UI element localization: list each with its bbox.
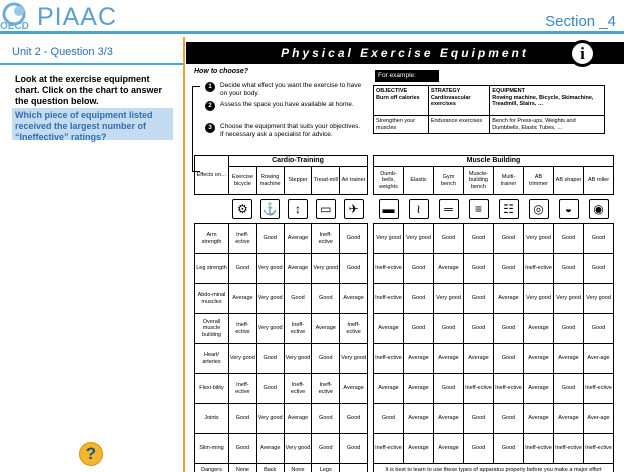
example-header: OBJECTIVE: [376, 88, 408, 94]
icon-cell: [312, 195, 340, 224]
icon-cell: [554, 195, 584, 224]
rating-cell[interactable]: Good: [229, 434, 257, 464]
rating-cell[interactable]: Average: [404, 374, 434, 404]
logo-subtext: OECD: [0, 21, 29, 32]
chart-title: Physical Exercise Equipment: [186, 42, 624, 64]
rating-cell[interactable]: Good: [494, 254, 524, 284]
dumbbell-icon[interactable]: ▬: [379, 199, 399, 219]
rating-cell[interactable]: Very good: [256, 314, 284, 344]
example-value: Rowing machine, Bicycle, Skimachine, Treadmill, Stairs, …: [492, 94, 594, 107]
elastic-icon[interactable]: ≀: [409, 199, 429, 219]
rating-cell[interactable]: Good: [434, 374, 464, 404]
rating-cell[interactable]: Ineff-ective: [229, 224, 257, 254]
icon-cell: [434, 195, 464, 224]
stimulus-panel: [186, 37, 624, 472]
rating-cell[interactable]: Average: [524, 374, 554, 404]
icon-cell: [284, 195, 312, 224]
gym-bench-icon[interactable]: ═: [439, 199, 459, 219]
question-text: Which piece of equipment listed received the largest number of “Ineffective” ratings?: [12, 108, 173, 140]
table-row: [374, 254, 614, 284]
example-label: For example:: [375, 70, 439, 82]
example-header: STRATEGY: [430, 88, 461, 94]
table-row: [195, 284, 368, 314]
example-cell: [490, 86, 605, 116]
rating-cell[interactable]: Good: [464, 434, 494, 464]
rating-cell[interactable]: Aver-age: [584, 344, 614, 374]
rating-cell[interactable]: Good: [340, 254, 368, 284]
table-row: [195, 374, 368, 404]
rating-cell[interactable]: Average: [434, 254, 464, 284]
cardio-table: [194, 155, 368, 472]
icon-cell: [229, 195, 257, 224]
rating-cell[interactable]: Average: [524, 314, 554, 344]
section-title: Section _4: [545, 13, 616, 30]
rating-cell[interactable]: Very good: [256, 254, 284, 284]
muscle-column-header[interactable]: AB shaper: [554, 167, 584, 195]
rating-cell[interactable]: Ineff-ective: [229, 314, 257, 344]
ab-roller-icon[interactable]: ◉: [589, 199, 609, 219]
rating-cell[interactable]: Good: [256, 374, 284, 404]
rating-cell[interactable]: Ineff-ective: [374, 344, 404, 374]
example-value: Bench for Press-ups, Weights and Dumbbells, Elastic Tubes, …: [490, 116, 605, 134]
rowing-machine-icon[interactable]: ⚓: [260, 199, 280, 219]
rating-cell[interactable]: Ineff-ective: [374, 254, 404, 284]
rating-cell[interactable]: Good: [584, 254, 614, 284]
rating-cell[interactable]: Average: [340, 284, 368, 314]
table-row: [374, 224, 614, 254]
effects-on-header: Effects on…: [195, 156, 229, 195]
vertical-divider: [183, 37, 185, 472]
rating-cell[interactable]: Good: [464, 284, 494, 314]
muscle-column-header[interactable]: Dumb-bells, weights: [374, 167, 404, 195]
dangers-row: [195, 464, 368, 472]
rating-cell[interactable]: Very good: [404, 224, 434, 254]
rating-cell[interactable]: Very good: [554, 284, 584, 314]
table-row: [195, 254, 368, 284]
rating-cell[interactable]: Ineff-ective: [229, 374, 257, 404]
row-label: Heart/ arteries: [195, 344, 229, 374]
rating-cell[interactable]: Ineff-ective: [374, 284, 404, 314]
row-label: Joints: [195, 404, 229, 434]
example-row: [374, 116, 605, 134]
step-text: Choose the equipment that suits your objectives. If necessary ask a specialist for advice.: [220, 123, 361, 138]
rating-cell[interactable]: Average: [434, 434, 464, 464]
rating-cell[interactable]: Good: [312, 404, 340, 434]
rating-cell[interactable]: Good: [434, 314, 464, 344]
example-row: [374, 86, 605, 116]
row-label: Overall muscle building: [195, 314, 229, 344]
rating-cell[interactable]: Very good: [524, 224, 554, 254]
rating-cell[interactable]: Good: [554, 224, 584, 254]
rating-cell[interactable]: Ineff-ective: [374, 434, 404, 464]
table-row: [374, 374, 614, 404]
rating-cell[interactable]: Good: [312, 344, 340, 374]
danger-cell[interactable]: Legs: [312, 464, 340, 472]
rating-cell[interactable]: Good: [229, 254, 257, 284]
logo-wordmark: PIAAC: [37, 3, 118, 31]
icon-cell: [340, 195, 368, 224]
ab-trimmer-icon[interactable]: ◎: [529, 199, 549, 219]
row-label: Flexi-bility: [195, 374, 229, 404]
rating-cell[interactable]: Good: [404, 254, 434, 284]
rating-cell[interactable]: Average: [494, 284, 524, 314]
muscle-column-header[interactable]: Gym bench: [434, 167, 464, 195]
row-label: Dangers: [195, 464, 229, 472]
rating-cell[interactable]: Good: [494, 224, 524, 254]
rating-cell[interactable]: Very good: [312, 254, 340, 284]
cardio-column-header[interactable]: Air trainer: [340, 167, 368, 195]
stepper-icon[interactable]: ↕: [288, 199, 308, 219]
rating-cell[interactable]: Average: [374, 314, 404, 344]
table-row: [195, 344, 368, 374]
bicycle-icon[interactable]: ⚙: [232, 199, 252, 219]
how-to-choose-heading: How to choose?: [194, 68, 249, 75]
example-value: Burn off calories: [376, 94, 420, 101]
rating-cell[interactable]: Ineff-ective: [524, 254, 554, 284]
rating-cell[interactable]: Ineff-ective: [554, 434, 584, 464]
cardio-column-header[interactable]: Tread-mill: [312, 167, 340, 195]
rating-cell[interactable]: Ineff-ective: [584, 434, 614, 464]
treadmill-icon[interactable]: ▭: [316, 199, 336, 219]
rating-cell[interactable]: Average: [312, 314, 340, 344]
rating-cell[interactable]: Good: [584, 314, 614, 344]
question-panel: [0, 37, 184, 472]
rating-cell[interactable]: Average: [554, 344, 584, 374]
rating-cell[interactable]: Good: [374, 404, 404, 434]
rating-cell[interactable]: Average: [284, 224, 312, 254]
cardio-group-header: Cardio-Training: [229, 156, 368, 167]
icon-cell: [256, 195, 284, 224]
rating-cell[interactable]: Good: [554, 254, 584, 284]
rating-cell[interactable]: Average: [256, 434, 284, 464]
rating-cell[interactable]: Ineff-ective: [494, 374, 524, 404]
rating-cell[interactable]: Very good: [256, 404, 284, 434]
rating-cell[interactable]: Very good: [256, 284, 284, 314]
rating-cell[interactable]: Average: [434, 344, 464, 374]
example-value: Strengthen your muscles: [374, 116, 429, 134]
table-row: [374, 314, 614, 344]
table-row: [374, 284, 614, 314]
air-trainer-icon[interactable]: ✈: [344, 199, 364, 219]
rating-cell[interactable]: Good: [464, 224, 494, 254]
icon-spacer: [195, 195, 229, 224]
cardio-column-header[interactable]: Rowing machine: [256, 167, 284, 195]
icon-cell: [584, 195, 614, 224]
unit-label: Unit 2 - Question 3/3: [12, 46, 113, 58]
ab-shaper-icon[interactable]: ◒: [559, 199, 579, 219]
step-text: Decide what effect you want the exercise to have on your body.: [220, 82, 362, 97]
rating-cell[interactable]: Very good: [284, 344, 312, 374]
muscle-table: [373, 155, 614, 472]
danger-cell[interactable]: None: [229, 464, 257, 472]
rating-cell[interactable]: Average: [404, 404, 434, 434]
step-number: 3: [205, 123, 215, 133]
rating-cell[interactable]: Good: [256, 344, 284, 374]
rating-cell[interactable]: Good: [340, 404, 368, 434]
table-row: [374, 344, 614, 374]
rating-cell[interactable]: Average: [524, 404, 554, 434]
instruction-text: Look at the exercise equipment chart. Click on the chart to answer the question below.: [15, 74, 163, 106]
muscle-bench-icon[interactable]: ≡: [469, 199, 489, 219]
table-row: [374, 434, 614, 464]
rating-cell[interactable]: Good: [312, 434, 340, 464]
rating-cell[interactable]: Average: [284, 404, 312, 434]
muscle-column-header[interactable]: Multi-trainer: [494, 167, 524, 195]
example-cell: [428, 86, 489, 116]
icon-cell: [494, 195, 524, 224]
rating-cell[interactable]: Very good: [584, 284, 614, 314]
rating-cell[interactable]: Good: [494, 434, 524, 464]
rating-cell[interactable]: Good: [584, 224, 614, 254]
rating-cell[interactable]: Good: [340, 434, 368, 464]
rating-cell[interactable]: Good: [434, 224, 464, 254]
example-value: Cardiovascular exercises: [430, 94, 471, 107]
rating-cell[interactable]: Good: [494, 314, 524, 344]
rating-cell[interactable]: Good: [284, 284, 312, 314]
rating-cell[interactable]: Very good: [434, 284, 464, 314]
rating-cell[interactable]: Ineff-ective: [312, 224, 340, 254]
dangers-note: It is best to learn to use these types of apparatus properly before you make a major effort: [374, 464, 614, 472]
rating-cell[interactable]: Very good: [524, 284, 554, 314]
danger-cell[interactable]: None: [284, 464, 312, 472]
help-button[interactable]: ?: [79, 442, 103, 466]
rating-cell[interactable]: Average: [374, 374, 404, 404]
rating-cell[interactable]: Average: [284, 254, 312, 284]
rating-cell[interactable]: Average: [434, 404, 464, 434]
row-label: Arm strength: [195, 224, 229, 254]
icon-cell: [524, 195, 554, 224]
rating-cell[interactable]: Good: [494, 404, 524, 434]
rating-cell[interactable]: Ineff-ective: [584, 374, 614, 404]
rating-cell[interactable]: Ineff-ective: [464, 374, 494, 404]
rating-cell[interactable]: Ineff-ective: [284, 374, 312, 404]
rating-cell[interactable]: Good: [340, 224, 368, 254]
icon-cell: [374, 195, 404, 224]
rating-cell[interactable]: Good: [404, 314, 434, 344]
example-header: EQUIPMENT: [492, 88, 525, 94]
rating-cell[interactable]: Average: [229, 284, 257, 314]
icon-cell: [404, 195, 434, 224]
panel-divider: [0, 63, 184, 65]
rating-cell[interactable]: Good: [404, 284, 434, 314]
rating-cell[interactable]: Very good: [340, 344, 368, 374]
table-row: [195, 434, 368, 464]
step-text: Assess the space you have available at home.: [220, 101, 354, 108]
example-value: Endurance exercises: [428, 116, 489, 134]
cardio-column-header[interactable]: Exercise bicycle: [229, 167, 257, 195]
rating-cell[interactable]: Very good: [374, 224, 404, 254]
info-button[interactable]: i: [569, 40, 596, 67]
rating-cell[interactable]: Ineff-ective: [524, 434, 554, 464]
cardio-column-header[interactable]: Stepper: [284, 167, 312, 195]
dangers-row: [374, 464, 614, 472]
multi-trainer-icon[interactable]: ☷: [499, 199, 519, 219]
header-bar: [0, 0, 624, 34]
rating-cell[interactable]: Good: [229, 404, 257, 434]
rating-cell[interactable]: Very good: [229, 344, 257, 374]
muscle-column-header[interactable]: AB trimmer: [524, 167, 554, 195]
example-cell: [374, 86, 429, 116]
rating-cell[interactable]: Average: [554, 404, 584, 434]
step-number: 2: [205, 101, 215, 111]
rating-cell[interactable]: Ineff-ective: [312, 374, 340, 404]
table-row: [195, 404, 368, 434]
step-number: 1: [205, 82, 215, 92]
muscle-column-header[interactable]: AB roller: [584, 167, 614, 195]
muscle-group-header: Muscle Building: [374, 156, 614, 167]
example-table: [373, 85, 605, 134]
row-label: Slim-ming: [195, 434, 229, 464]
rating-cell[interactable]: Average: [524, 344, 554, 374]
rating-cell[interactable]: Good: [464, 254, 494, 284]
logo: [0, 0, 120, 33]
table-row: [195, 314, 368, 344]
table-row: [374, 404, 614, 434]
rating-cell[interactable]: Average: [464, 344, 494, 374]
danger-cell[interactable]: Back: [256, 464, 284, 472]
rating-cell[interactable]: Ineff-ective: [340, 314, 368, 344]
rating-cell[interactable]: Good: [554, 314, 584, 344]
danger-cell[interactable]: [340, 464, 368, 472]
rating-cell[interactable]: Average: [404, 344, 434, 374]
icon-cell: [464, 195, 494, 224]
rating-cell[interactable]: Average: [404, 434, 434, 464]
muscle-column-header[interactable]: Elastic: [404, 167, 434, 195]
row-label: Leg strength: [195, 254, 229, 284]
muscle-column-header[interactable]: Muscle-building bench: [464, 167, 494, 195]
rating-cell[interactable]: Ineff-ective: [284, 314, 312, 344]
rating-cell[interactable]: Good: [554, 374, 584, 404]
rating-cell[interactable]: Good: [494, 344, 524, 374]
rating-cell[interactable]: Good: [312, 284, 340, 314]
rating-cell[interactable]: Good: [256, 224, 284, 254]
rating-cell[interactable]: Good: [464, 404, 494, 434]
row-label: Abdo-minal muscles: [195, 284, 229, 314]
rating-cell[interactable]: Good: [464, 314, 494, 344]
rating-cell[interactable]: Average: [340, 374, 368, 404]
rating-cell[interactable]: Aver-age: [584, 404, 614, 434]
rating-cell[interactable]: Very good: [284, 434, 312, 464]
table-row: [195, 224, 368, 254]
